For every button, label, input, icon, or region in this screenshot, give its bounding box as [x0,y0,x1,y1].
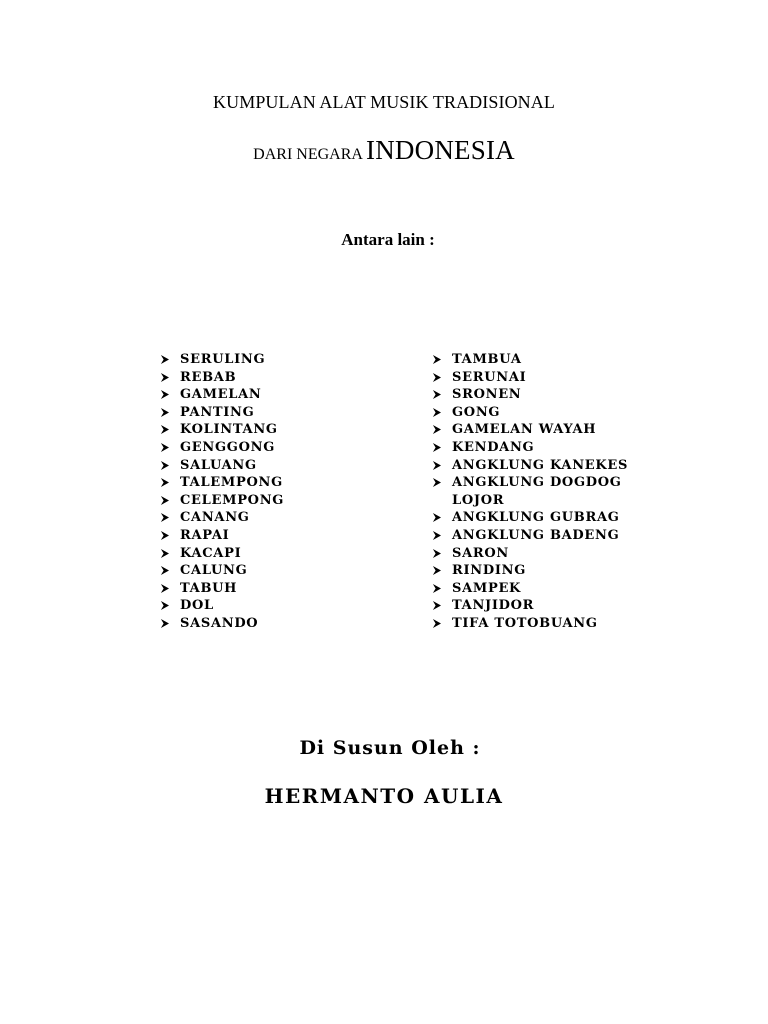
arrowhead-bullet-icon [432,549,441,558]
arrowhead-bullet-icon [160,478,169,487]
title-line-2 [0,135,768,166]
arrowhead-bullet-icon [432,566,441,575]
list-item [160,421,284,439]
list-item-label: SARON [452,545,509,561]
list-item-label: CELEMPONG [180,492,285,508]
title-country: INDONESIA [366,135,515,165]
arrowhead-bullet-icon [432,531,441,540]
list-item-label: ANGKLUNG GUBRAG [452,510,620,526]
arrowhead-bullet-icon [432,390,441,399]
list-item-label: DOL [180,598,214,614]
list-item-label: GENGGONG [180,439,276,455]
arrowhead-bullet-icon [160,566,169,575]
list-item-label: RAPAI [180,527,230,543]
arrowhead-bullet-icon [160,425,169,434]
arrowhead-bullet-icon [160,619,169,628]
list-item [432,404,652,422]
list-item [432,580,652,598]
list-item-label: SAMPEK [452,580,522,596]
list-item [160,509,284,527]
instrument-list-left [160,351,284,633]
arrowhead-bullet-icon [160,601,169,610]
list-item-label: GAMELAN [180,387,262,403]
list-item [160,439,284,457]
list-item [160,545,284,563]
list-item-label: PANTING [180,404,255,420]
list-item [432,421,652,439]
arrowhead-bullet-icon [160,584,169,593]
instrument-list-right [432,351,652,633]
list-item [432,386,652,404]
arrowhead-bullet-icon [432,513,441,522]
title-prefix: DARI NEGARA [253,146,367,163]
arrowhead-bullet-icon [160,513,169,522]
list-item [432,615,652,633]
list-item [160,369,284,387]
list-item [432,351,652,369]
arrowhead-bullet-icon [160,443,169,452]
arrowhead-bullet-icon [432,478,441,487]
arrowhead-bullet-icon [432,601,441,610]
list-item [432,527,652,545]
arrowhead-bullet-icon [160,408,169,417]
list-item-label: SALUANG [180,457,257,473]
arrowhead-bullet-icon [160,373,169,382]
list-item [160,457,284,475]
list-item [160,562,284,580]
intro-text: Antara lain : [341,230,435,249]
list-item-label: KACAPI [180,545,242,561]
list-item [160,386,284,404]
arrowhead-bullet-icon [432,408,441,417]
list-item-label: KENDANG [452,439,535,455]
arrowhead-bullet-icon [432,373,441,382]
arrowhead-bullet-icon [432,425,441,434]
arrowhead-bullet-icon [160,355,169,364]
arrowhead-bullet-icon [432,461,441,470]
list-item [432,562,652,580]
list-item-label: SERULING [180,352,266,367]
list-item [432,597,652,615]
list-item-label: SRONEN [452,387,522,403]
arrowhead-bullet-icon [160,390,169,399]
arrowhead-bullet-icon [160,461,169,470]
list-item-label: TAMBUA [452,352,522,367]
list-item-label: ANGKLUNG KANEKES [452,457,629,473]
arrowhead-bullet-icon [160,531,169,540]
list-item [160,527,284,545]
list-item-label: ANGKLUNG DOGDOG LOJOR [452,475,622,508]
list-item [432,474,652,509]
author-name: HERMANTO AULIA [264,784,504,808]
list-item-label: KOLINTANG [180,422,278,438]
list-item [432,369,652,387]
list-item [160,474,284,492]
list-item-label: ANGKLUNG BADENG [452,527,620,543]
credit-label: Di Susun Oleh : [299,737,481,759]
list-item-label: GONG [452,404,501,420]
title-line-1: KUMPULAN ALAT MUSIK TRADISIONAL [213,92,555,112]
arrowhead-bullet-icon [432,355,441,364]
list-item-label: TABUH [180,580,238,596]
arrowhead-bullet-icon [432,443,441,452]
arrowhead-bullet-icon [432,584,441,593]
list-item-label: SERUNAI [452,369,527,385]
list-item-label: TIFA TOTOBUANG [452,615,598,631]
list-item [160,580,284,598]
arrowhead-bullet-icon [432,619,441,628]
list-item [432,545,652,563]
list-item-label: TALEMPONG [180,475,283,491]
list-item [160,404,284,422]
list-item-label: REBAB [180,369,237,385]
list-item-label: GAMELAN WAYAH [452,422,597,438]
arrowhead-bullet-icon [160,549,169,558]
arrowhead-bullet-icon [160,496,169,505]
list-item-label: RINDING [452,563,527,579]
list-item [160,597,284,615]
list-item-label: CALUNG [180,563,248,579]
list-item-label: SASANDO [180,615,259,631]
list-item-label: CANANG [180,510,250,526]
list-item-label: TANJIDOR [452,598,535,614]
list-item [160,351,284,369]
list-item [432,509,652,527]
list-item [160,492,284,510]
list-item [432,439,652,457]
list-item [160,615,284,633]
list-item [432,457,652,475]
